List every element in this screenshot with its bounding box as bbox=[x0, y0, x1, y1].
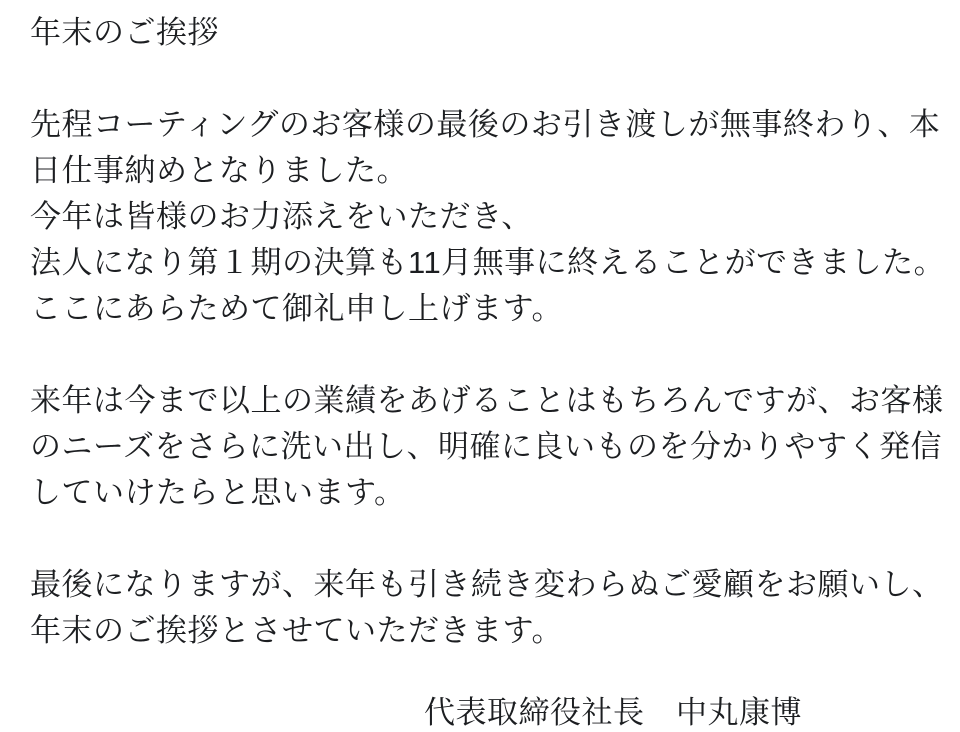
text-line: していけたらと思います。 bbox=[30, 475, 406, 510]
text-line: ここにあらためて御礼申し上げます。 bbox=[30, 291, 564, 326]
text-line: 年末のご挨拶とさせていただきます。 bbox=[30, 613, 564, 648]
text-line: 先程コーティングのお客様の最後のお引き渡しが無事終わり、本 bbox=[30, 107, 941, 142]
text-line: 最後になりますが、来年も引き続き変わらぬご愛顧をお願いし、 bbox=[30, 567, 944, 602]
text-line: 日仕事納めとなりました。 bbox=[30, 153, 408, 188]
text-line: 今年は皆様のお力添えをいただき、 bbox=[30, 199, 533, 234]
text-line: 法人になり第１期の決算も11月無事に終えることができました。 bbox=[30, 245, 946, 280]
text-line: 来年は今まで以上の業績をあげることはもちろんですが、お客様 bbox=[30, 383, 944, 418]
paragraph bbox=[30, 102, 946, 332]
letter-body bbox=[30, 102, 946, 654]
signature: 代表取締役社長 中丸康博 bbox=[424, 695, 802, 730]
text-line: のニーズをさらに洗い出し、明確に良いものを分かりやすく発信 bbox=[30, 429, 942, 464]
paragraph bbox=[30, 562, 944, 654]
letter-title: 年末のご挨拶 bbox=[30, 15, 219, 50]
paragraph bbox=[30, 378, 944, 516]
